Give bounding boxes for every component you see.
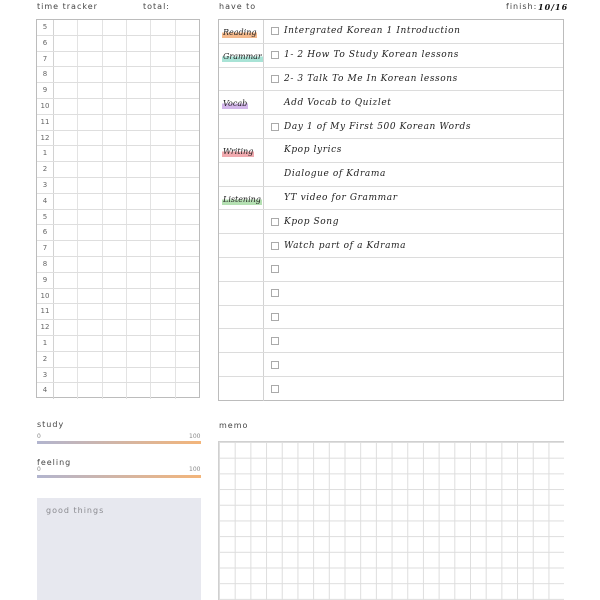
tracker-cell[interactable] — [78, 36, 102, 51]
tracker-cell[interactable] — [54, 83, 78, 98]
tracker-cell[interactable] — [78, 83, 102, 98]
have-to-heading: have to — [219, 2, 257, 11]
todo-category-cell — [219, 306, 264, 329]
tracker-cell[interactable] — [103, 304, 127, 319]
todo-category-cell — [219, 20, 264, 43]
tracker-row — [37, 162, 199, 178]
tracker-row — [37, 273, 199, 289]
tracker-cell[interactable] — [103, 99, 127, 114]
todo-row — [219, 282, 563, 306]
tracker-cell[interactable] — [176, 115, 199, 130]
todo-category-cell — [219, 234, 264, 257]
tracker-cell[interactable] — [151, 52, 175, 67]
tracker-cell[interactable] — [176, 99, 199, 114]
todo-task-cell — [264, 139, 563, 162]
tracker-cell[interactable] — [176, 225, 199, 240]
tracker-cell[interactable] — [127, 162, 151, 177]
tracker-cell[interactable] — [151, 257, 175, 272]
tracker-cell[interactable] — [176, 210, 199, 225]
tracker-hour: 7 — [37, 241, 54, 256]
feeling-min: 0 — [37, 466, 41, 473]
feeling-slider[interactable] — [37, 475, 201, 478]
todo-task-cell — [264, 282, 563, 305]
category-label: Reading — [223, 28, 257, 37]
tracker-cell[interactable] — [176, 241, 199, 256]
tracker-row — [37, 115, 199, 131]
todo-category-cell — [219, 258, 264, 281]
tracker-cell[interactable] — [54, 178, 78, 193]
tracker-cell[interactable] — [54, 67, 78, 82]
tracker-cell[interactable] — [54, 368, 78, 383]
tracker-hour: 7 — [37, 52, 54, 67]
feeling-max: 100 — [189, 466, 201, 473]
category-label: Vocab — [223, 99, 248, 109]
tracker-cell[interactable] — [176, 52, 199, 67]
tracker-cell[interactable] — [127, 210, 151, 225]
todo-category-cell — [219, 139, 264, 162]
tracker-row — [37, 36, 199, 52]
category-label: Grammar — [223, 51, 262, 61]
tracker-cell[interactable] — [78, 273, 102, 288]
tracker-hour: 4 — [37, 383, 54, 399]
tracker-row — [37, 67, 199, 83]
todo-task-cell — [264, 234, 563, 257]
tracker-cell[interactable] — [176, 320, 199, 335]
todo-row — [219, 353, 563, 377]
tracker-cell[interactable] — [151, 352, 175, 367]
tracker-cell[interactable] — [151, 162, 175, 177]
tracker-row — [37, 194, 199, 210]
feeling-label: feeling — [37, 458, 72, 467]
tracker-cell[interactable] — [127, 273, 151, 288]
task-text: 1- 2 How To Study Korean lessons — [284, 50, 459, 61]
tracker-cell[interactable] — [103, 178, 127, 193]
tracker-cell[interactable] — [127, 52, 151, 67]
tracker-cell[interactable] — [78, 225, 102, 240]
tracker-cell[interactable] — [78, 162, 102, 177]
todo-row — [219, 139, 563, 163]
tracker-cell[interactable] — [176, 257, 199, 272]
tracker-cell[interactable] — [127, 115, 151, 130]
todo-row — [219, 163, 563, 187]
tracker-cell[interactable] — [103, 336, 127, 351]
tracker-cell[interactable] — [127, 241, 151, 256]
tracker-hour: 6 — [37, 36, 54, 51]
tracker-row — [37, 178, 199, 194]
tracker-cell[interactable] — [127, 20, 151, 35]
tracker-cell[interactable] — [151, 241, 175, 256]
todo-category-cell — [219, 377, 264, 401]
time-tracker-heading: time tracker — [37, 2, 98, 11]
tracker-cell[interactable] — [78, 241, 102, 256]
tracker-cell[interactable] — [103, 289, 127, 304]
tracker-cell[interactable] — [78, 178, 102, 193]
tracker-cell[interactable] — [127, 368, 151, 383]
tracker-cell[interactable] — [103, 20, 127, 35]
study-slider[interactable] — [37, 441, 201, 444]
tracker-cell[interactable] — [78, 320, 102, 335]
tracker-cell[interactable] — [127, 257, 151, 272]
tracker-cell[interactable] — [78, 352, 102, 367]
tracker-cell[interactable] — [151, 320, 175, 335]
tracker-cell[interactable] — [103, 131, 127, 146]
tracker-cell[interactable] — [103, 36, 127, 51]
tracker-row — [37, 225, 199, 241]
task-text: Add Vocab to Quizlet — [284, 97, 392, 108]
tracker-cell[interactable] — [127, 289, 151, 304]
tracker-cell[interactable] — [103, 67, 127, 82]
tracker-cell[interactable] — [54, 352, 78, 367]
todo-category-cell — [219, 91, 264, 114]
todo-row — [219, 306, 563, 330]
task-text: 2- 3 Talk To Me In Korean lessons — [284, 73, 458, 84]
tracker-hour: 11 — [37, 304, 54, 319]
tracker-cell[interactable] — [54, 289, 78, 304]
tracker-cell[interactable] — [103, 146, 127, 161]
tracker-cell[interactable] — [151, 210, 175, 225]
tracker-hour: 9 — [37, 273, 54, 288]
tracker-cell[interactable] — [151, 83, 175, 98]
todo-task-cell — [264, 68, 563, 91]
todo-row — [219, 68, 563, 92]
tracker-cell[interactable] — [127, 146, 151, 161]
tracker-cell[interactable] — [176, 36, 199, 51]
todo-task-cell — [264, 44, 563, 67]
todo-row — [219, 115, 563, 139]
tracker-row — [37, 352, 199, 368]
tracker-cell[interactable] — [176, 146, 199, 161]
todo-category-cell — [219, 187, 264, 210]
tracker-cell[interactable] — [103, 52, 127, 67]
tracker-hour: 12 — [37, 131, 54, 146]
tracker-hour: 3 — [37, 178, 54, 193]
tracker-cell[interactable] — [54, 194, 78, 209]
tracker-cell[interactable] — [176, 383, 199, 399]
todo-row — [219, 258, 563, 282]
tracker-cell[interactable] — [54, 304, 78, 319]
tracker-cell[interactable] — [78, 146, 102, 161]
tracker-cell[interactable] — [103, 83, 127, 98]
time-tracker-grid — [36, 19, 200, 398]
tracker-cell[interactable] — [78, 304, 102, 319]
tracker-cell[interactable] — [78, 115, 102, 130]
tracker-cell[interactable] — [151, 273, 175, 288]
tracker-row — [37, 131, 199, 147]
tracker-cell[interactable] — [103, 241, 127, 256]
tracker-row — [37, 241, 199, 257]
checkbox[interactable] — [271, 27, 279, 35]
checkbox[interactable] — [271, 218, 279, 226]
tracker-cell[interactable] — [78, 194, 102, 209]
tracker-hour: 2 — [37, 162, 54, 177]
tracker-cell[interactable] — [151, 131, 175, 146]
todo-row — [219, 44, 563, 68]
tracker-row — [37, 368, 199, 384]
checkbox[interactable] — [271, 289, 279, 297]
tracker-cell[interactable] — [127, 99, 151, 114]
tracker-cell[interactable] — [151, 146, 175, 161]
todo-row — [219, 187, 563, 211]
tracker-cell[interactable] — [176, 304, 199, 319]
tracker-row — [37, 20, 199, 36]
todo-category-cell — [219, 210, 264, 233]
tracker-cell[interactable] — [54, 273, 78, 288]
todo-task-cell — [264, 329, 563, 352]
todo-task-cell — [264, 20, 563, 43]
tracker-cell[interactable] — [176, 20, 199, 35]
tracker-cell[interactable] — [151, 225, 175, 240]
tracker-cell[interactable] — [176, 289, 199, 304]
tracker-cell[interactable] — [127, 320, 151, 335]
todo-row — [219, 210, 563, 234]
finish-date: 10/16 — [538, 2, 569, 12]
task-text: Kpop Song — [284, 216, 340, 227]
tracker-cell[interactable] — [103, 115, 127, 130]
tracker-hour: 8 — [37, 257, 54, 272]
tracker-hour: 3 — [37, 368, 54, 383]
checkbox[interactable] — [271, 51, 279, 59]
study-max: 100 — [189, 433, 201, 440]
tracker-cell[interactable] — [151, 99, 175, 114]
tracker-cell[interactable] — [78, 67, 102, 82]
memo-grid[interactable] — [218, 441, 564, 600]
tracker-cell[interactable] — [54, 241, 78, 256]
tracker-hour: 9 — [37, 83, 54, 98]
checkbox[interactable] — [271, 361, 279, 369]
todo-task-cell — [264, 163, 563, 186]
todo-category-cell — [219, 68, 264, 91]
task-text: Watch part of a Kdrama — [284, 240, 407, 251]
tracker-cell[interactable] — [54, 336, 78, 351]
checkbox[interactable] — [271, 337, 279, 345]
finish-label: finish: — [506, 2, 538, 11]
todo-task-cell — [264, 306, 563, 329]
tracker-cell[interactable] — [54, 131, 78, 146]
tracker-row — [37, 52, 199, 68]
tracker-cell[interactable] — [103, 210, 127, 225]
tracker-cell[interactable] — [54, 146, 78, 161]
todo-task-cell — [264, 258, 563, 281]
category-label: Listening — [223, 194, 261, 204]
todo-category-cell — [219, 329, 264, 352]
todo-task-cell — [264, 353, 563, 376]
tracker-cell[interactable] — [54, 115, 78, 130]
tracker-row — [37, 304, 199, 320]
todo-row — [219, 377, 563, 401]
tracker-row — [37, 336, 199, 352]
tracker-cell[interactable] — [176, 368, 199, 383]
tracker-cell[interactable] — [176, 178, 199, 193]
tracker-cell[interactable] — [54, 383, 78, 399]
total-label: total: — [143, 2, 170, 11]
tracker-cell[interactable] — [151, 336, 175, 351]
checkbox[interactable] — [271, 385, 279, 393]
todo-category-cell — [219, 44, 264, 67]
task-text: Kpop lyrics — [284, 145, 342, 156]
tracker-cell[interactable] — [78, 336, 102, 351]
todo-category-cell — [219, 115, 264, 138]
tracker-hour: 10 — [37, 99, 54, 114]
todo-category-cell — [219, 353, 264, 376]
tracker-cell[interactable] — [151, 115, 175, 130]
checkbox[interactable] — [271, 242, 279, 250]
tracker-cell[interactable] — [78, 383, 102, 399]
tracker-cell[interactable] — [127, 67, 151, 82]
tracker-cell[interactable] — [103, 320, 127, 335]
tracker-row — [37, 383, 199, 399]
tracker-cell[interactable] — [78, 257, 102, 272]
todo-category-cell — [219, 163, 264, 186]
have-to-list — [218, 19, 564, 401]
checkbox[interactable] — [271, 123, 279, 131]
todo-row — [219, 20, 563, 44]
tracker-cell[interactable] — [151, 194, 175, 209]
study-label: study — [37, 420, 65, 429]
tracker-hour: 2 — [37, 352, 54, 367]
task-text: YT video for Grammar — [284, 192, 398, 203]
todo-task-cell — [264, 115, 563, 138]
tracker-hour: 10 — [37, 289, 54, 304]
tracker-cell[interactable] — [151, 304, 175, 319]
tracker-hour: 1 — [37, 336, 54, 351]
tracker-cell[interactable] — [127, 383, 151, 399]
tracker-cell[interactable] — [103, 194, 127, 209]
tracker-cell[interactable] — [54, 99, 78, 114]
tracker-cell[interactable] — [78, 131, 102, 146]
tracker-hour: 1 — [37, 146, 54, 161]
tracker-cell[interactable] — [176, 336, 199, 351]
tracker-row — [37, 289, 199, 305]
todo-category-cell — [219, 282, 264, 305]
tracker-cell[interactable] — [127, 352, 151, 367]
tracker-hour: 12 — [37, 320, 54, 335]
tracker-hour: 11 — [37, 115, 54, 130]
tracker-row — [37, 146, 199, 162]
todo-row — [219, 91, 563, 115]
tracker-cell[interactable] — [176, 194, 199, 209]
checkbox[interactable] — [271, 75, 279, 83]
todo-row — [219, 234, 563, 258]
tracker-cell[interactable] — [54, 20, 78, 35]
task-text: Dialogue of Kdrama — [284, 169, 386, 180]
tracker-cell[interactable] — [176, 131, 199, 146]
task-text: Day 1 of My First 500 Korean Words — [284, 121, 472, 132]
tracker-cell[interactable] — [103, 273, 127, 288]
tracker-cell[interactable] — [78, 52, 102, 67]
todo-row — [219, 329, 563, 353]
tracker-cell[interactable] — [127, 83, 151, 98]
tracker-cell[interactable] — [127, 225, 151, 240]
tracker-cell[interactable] — [103, 368, 127, 383]
tracker-cell[interactable] — [54, 320, 78, 335]
tracker-hour: 5 — [37, 210, 54, 225]
tracker-cell[interactable] — [78, 210, 102, 225]
tracker-cell[interactable] — [151, 178, 175, 193]
good-things-label: good things — [46, 506, 105, 515]
tracker-cell[interactable] — [151, 368, 175, 383]
tracker-cell[interactable] — [78, 20, 102, 35]
tracker-row — [37, 99, 199, 115]
tracker-hour: 8 — [37, 67, 54, 82]
tracker-cell[interactable] — [127, 304, 151, 319]
tracker-cell[interactable] — [103, 225, 127, 240]
tracker-hour: 6 — [37, 225, 54, 240]
tracker-row — [37, 257, 199, 273]
tracker-row — [37, 83, 199, 99]
tracker-cell[interactable] — [151, 20, 175, 35]
tracker-cell[interactable] — [54, 257, 78, 272]
tracker-cell[interactable] — [151, 289, 175, 304]
tracker-cell[interactable] — [54, 210, 78, 225]
tracker-cell[interactable] — [127, 194, 151, 209]
tracker-cell[interactable] — [151, 67, 175, 82]
tracker-hour: 4 — [37, 194, 54, 209]
tracker-cell[interactable] — [54, 162, 78, 177]
tracker-cell[interactable] — [127, 131, 151, 146]
todo-task-cell — [264, 91, 563, 114]
todo-task-cell — [264, 187, 563, 210]
tracker-cell[interactable] — [151, 383, 175, 399]
tracker-cell[interactable] — [176, 273, 199, 288]
tracker-cell[interactable] — [78, 368, 102, 383]
good-things-box[interactable] — [37, 498, 201, 600]
tracker-cell[interactable] — [176, 67, 199, 82]
tracker-cell[interactable] — [103, 162, 127, 177]
todo-task-cell — [264, 210, 563, 233]
memo-label: memo — [219, 421, 249, 430]
tracker-cell[interactable] — [176, 162, 199, 177]
checkbox[interactable] — [271, 313, 279, 321]
tracker-hour: 5 — [37, 20, 54, 35]
tracker-cell[interactable] — [78, 99, 102, 114]
tracker-row — [37, 210, 199, 226]
tracker-cell[interactable] — [54, 52, 78, 67]
tracker-cell[interactable] — [54, 225, 78, 240]
tracker-cell[interactable] — [78, 289, 102, 304]
tracker-cell[interactable] — [103, 383, 127, 399]
todo-task-cell — [264, 377, 563, 401]
checkbox[interactable] — [271, 265, 279, 273]
tracker-cell[interactable] — [103, 257, 127, 272]
tracker-cell[interactable] — [54, 36, 78, 51]
tracker-row — [37, 320, 199, 336]
category-label: Writing — [223, 146, 254, 156]
tracker-cell[interactable] — [127, 36, 151, 51]
study-min: 0 — [37, 433, 41, 440]
tracker-cell[interactable] — [176, 352, 199, 367]
tracker-cell[interactable] — [127, 336, 151, 351]
tracker-cell[interactable] — [103, 352, 127, 367]
tracker-cell[interactable] — [127, 178, 151, 193]
tracker-cell[interactable] — [176, 83, 199, 98]
task-text: Intergrated Korean 1 Introduction — [284, 26, 461, 37]
tracker-cell[interactable] — [151, 36, 175, 51]
